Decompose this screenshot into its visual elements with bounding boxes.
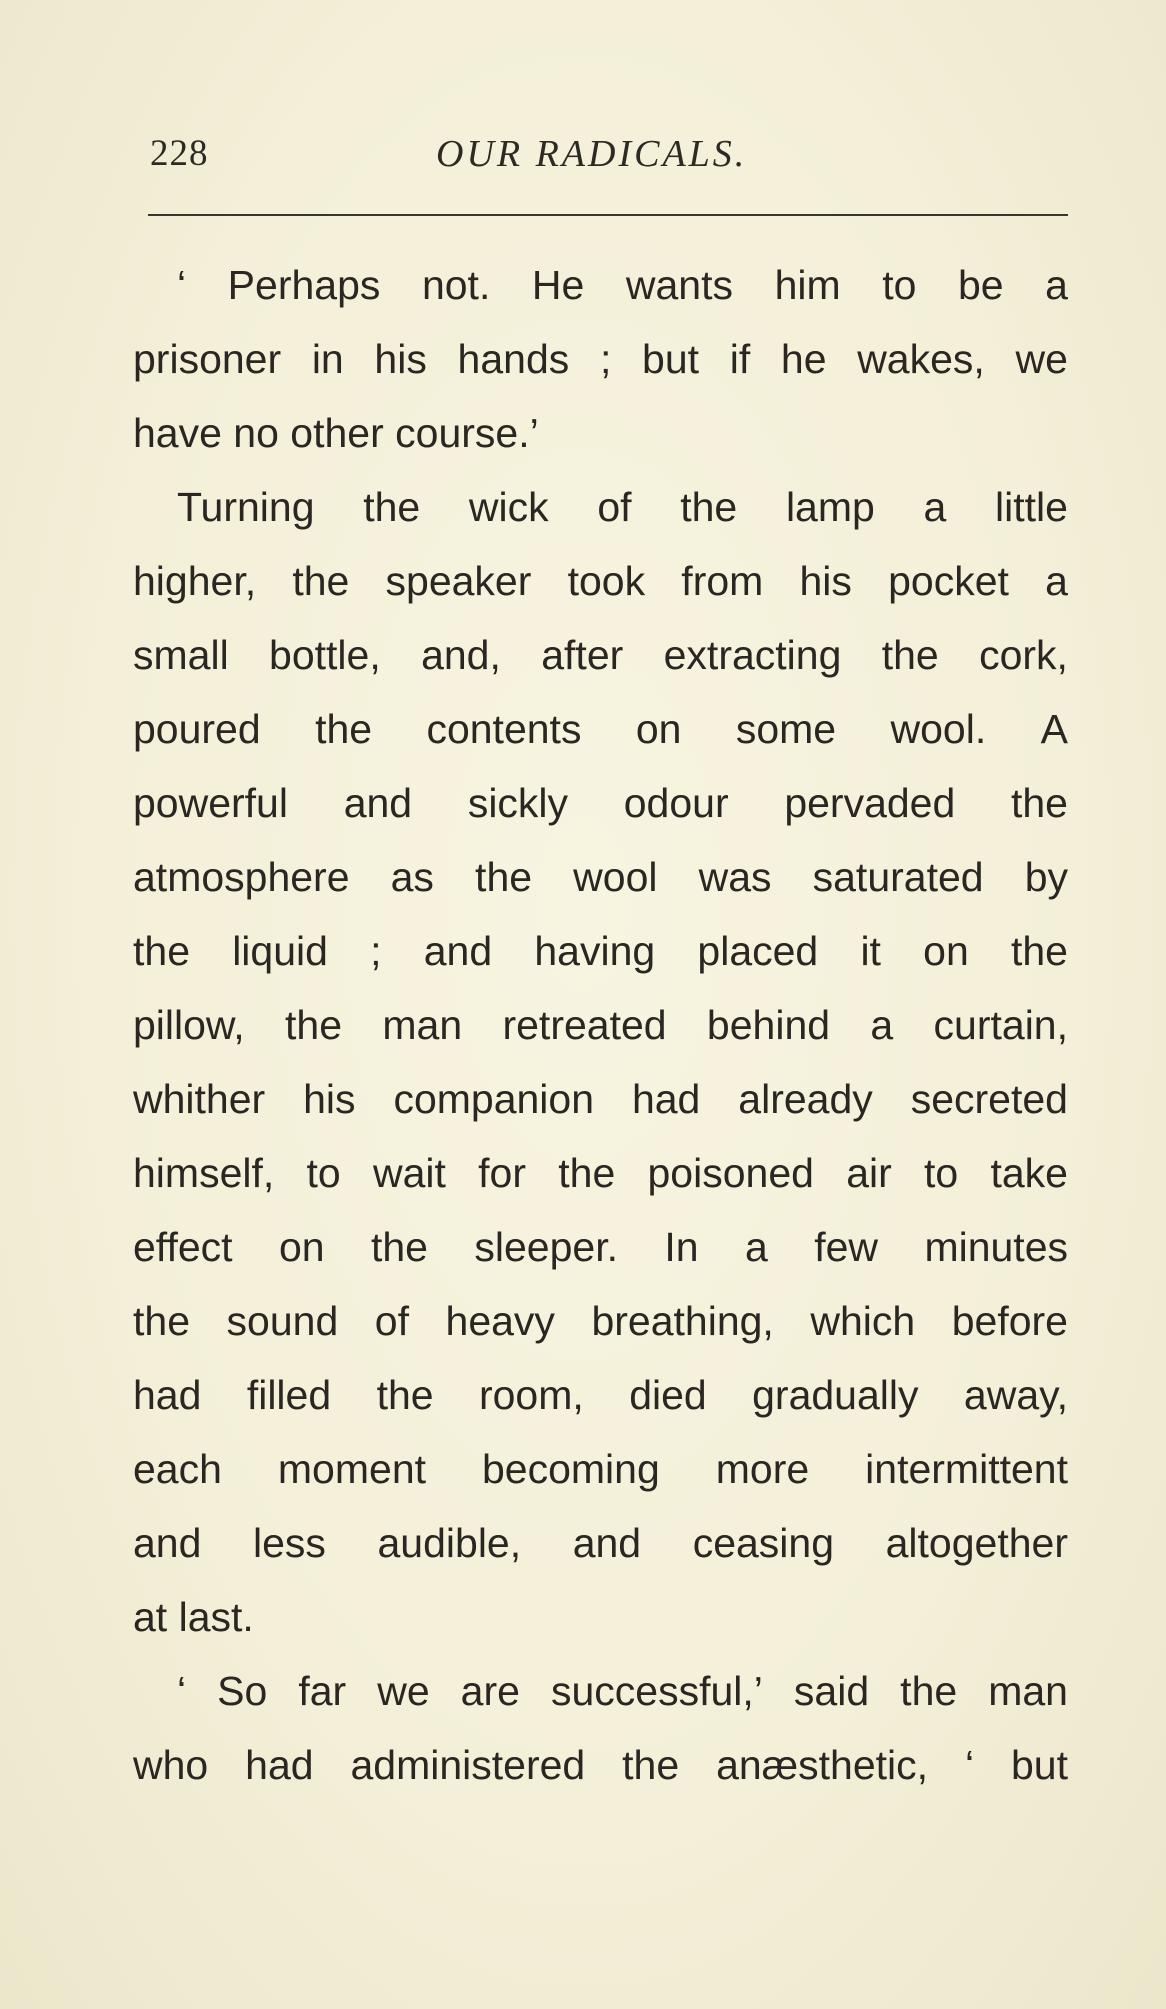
text-line: had filled the room, died gradually away, (133, 1372, 1068, 1418)
header-rule (148, 214, 1068, 216)
text-line: the liquid ; and having placed it on the (133, 928, 1068, 974)
text-line: higher, the speaker took from his pocket a (133, 558, 1068, 604)
body-text (133, 248, 1068, 1802)
running-title: OUR RADICALS. (436, 133, 748, 175)
text-line: atmosphere as the wool was saturated by (133, 854, 1068, 900)
text-line: powerful and sickly odour pervaded the (133, 780, 1068, 826)
text-line: prisoner in his hands ; but if he wakes, we (133, 336, 1068, 382)
text-line: and less audible, and ceasing altogether (133, 1520, 1068, 1566)
text-line: the sound of heavy breathing, which before (133, 1298, 1068, 1344)
text-line: poured the contents on some wool. A (133, 706, 1068, 752)
text-line: have no other course.’ (133, 410, 539, 456)
text-line: Turning the wick of the lamp a little (177, 484, 1068, 530)
text-line: each moment becoming more intermittent (133, 1446, 1068, 1492)
text-line: small bottle, and, after extracting the cork, (133, 632, 1068, 678)
text-line: effect on the sleeper. In a few minutes (133, 1224, 1068, 1270)
text-line: ‘ Perhaps not. He wants him to be a (177, 262, 1068, 308)
text-line: pillow, the man retreated behind a curtain, (133, 1002, 1068, 1048)
text-line: at last. (133, 1594, 254, 1640)
text-line: ‘ So far we are successful,’ said the man (177, 1668, 1068, 1714)
text-line: himself, to wait for the poisoned air to take (133, 1150, 1068, 1196)
text-line: whither his companion had already secreted (133, 1076, 1068, 1122)
page-number: 228 (150, 133, 209, 174)
text-line: who had administered the anæsthetic, ‘ but (133, 1742, 1068, 1788)
page-header (150, 132, 1070, 192)
